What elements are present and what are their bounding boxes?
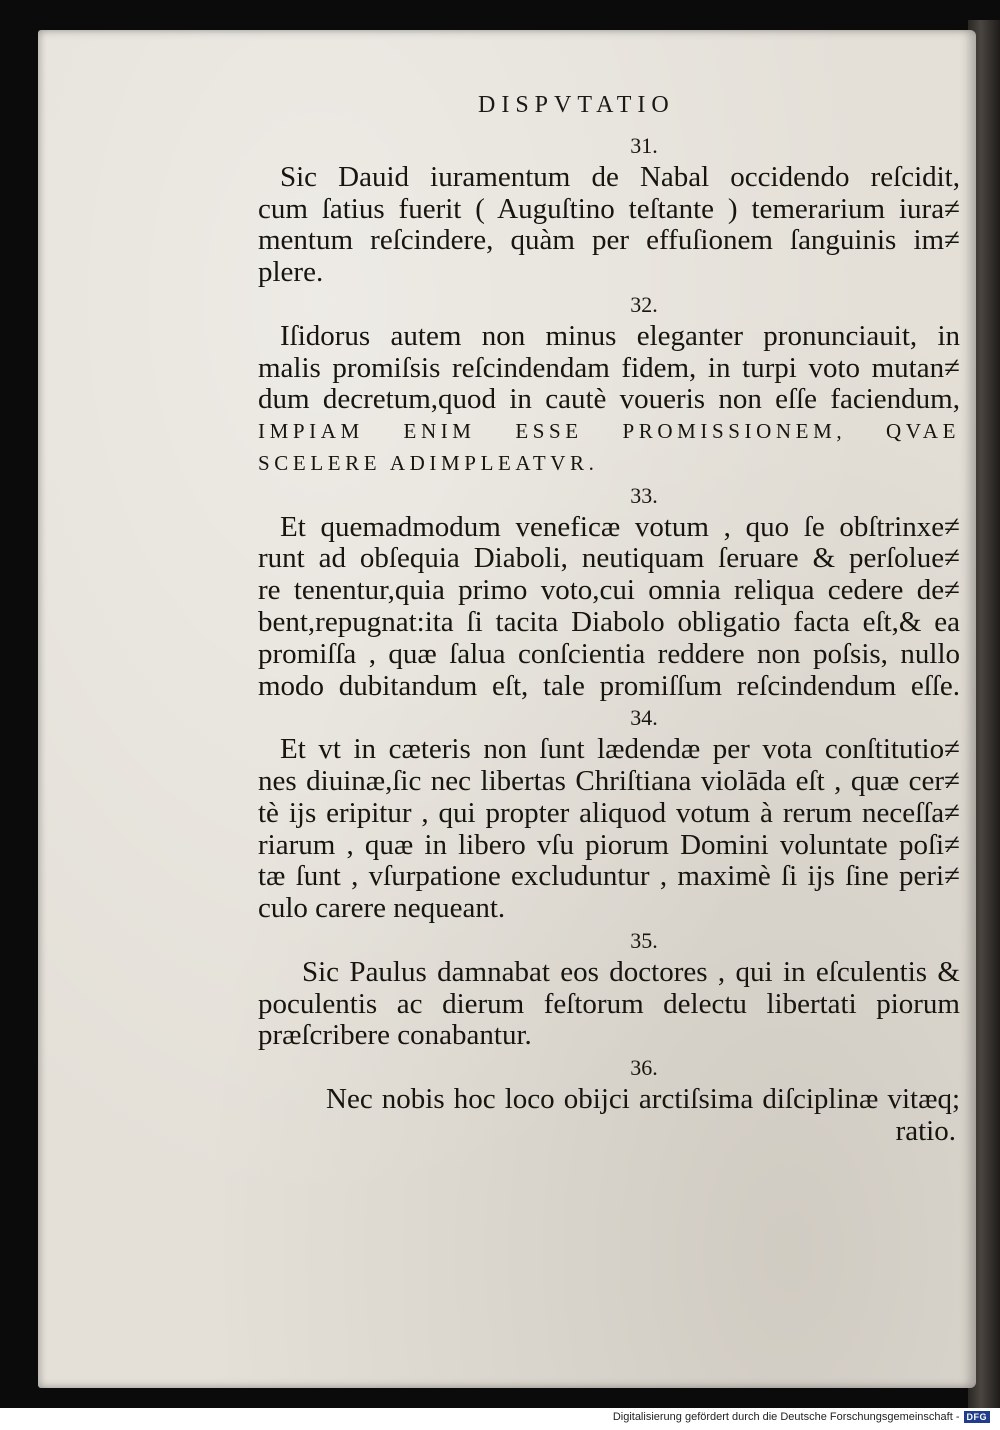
text-line: tæ ſunt , vſurpatione excluduntur , maximè ſi ijs ſine peri≠	[258, 860, 960, 893]
text-line: poculentis ac dierum feſtorum delectu libertati piorum	[258, 987, 960, 1020]
text-line: modo dubitandum eſt, tale promiſſum reſcindendum eſſe.	[258, 669, 960, 702]
page-text	[258, 130, 960, 1148]
paragraph-36	[258, 1084, 960, 1116]
text-line: dum decretum,quod in cautè voueris non eſſe faciendum,	[258, 383, 960, 416]
text-line: bent,repugnat:ita ſi tacita Diabolo obligatio facta eſt,& ea	[258, 605, 960, 638]
text-line: Iſidorus autem non minus eleganter pronunciauit, in	[280, 319, 960, 352]
paragraph-33	[258, 512, 960, 703]
text-line: præſcribere conabantur.	[258, 1019, 532, 1052]
text-line: cum ſatius fuerit ( Auguſtino teſtante ) temerarium iura≠	[258, 192, 960, 225]
text-line: Sic Dauid iuramentum de Nabal occidendo reſcidit,	[280, 160, 960, 193]
running-head: DISPVTATIO	[478, 92, 675, 118]
section-number-32: 32.	[630, 291, 658, 317]
paragraph-31	[258, 162, 960, 289]
text-line: Et quemadmodum veneficæ votum , quo ſe obſtrinxe≠	[280, 510, 960, 543]
text-line: re tenentur,quia primo voto,cui omnia reliqua cedere de≠	[258, 574, 960, 607]
text-line: malis promiſsis reſcindendam fidem, in turpi voto mutan≠	[258, 351, 960, 384]
section-number-31: 31.	[630, 133, 658, 158]
footer-text: Digitalisierung gefördert durch die Deutsche Forschungsgemeinschaft -	[612, 1411, 960, 1423]
section-number-35: 35.	[630, 927, 658, 953]
text-line: Nec nobis hoc loco obijci arctiſsima diſciplinæ vitæq;	[326, 1082, 960, 1115]
text-line: culo carere nequeant.	[258, 892, 506, 925]
section-number-36: 36.	[630, 1055, 658, 1081]
text-line: nes diuinæ,ſic nec libertas Chriſtiana violāda eſt , quæ cer≠	[258, 764, 960, 797]
text-line: tè ijs eripitur , qui propter aliquod votum à rerum neceſſa≠	[258, 796, 960, 829]
dfg-logo: DFG	[964, 1411, 991, 1423]
text-line: runt ad obſequia Diaboli, neutiquam ſeruare & perſolue≠	[258, 542, 960, 575]
paragraph-32	[258, 321, 960, 480]
text-line: Sic Paulus damnabat eos doctores , qui in eſculentis &	[302, 955, 960, 988]
section-number-34: 34.	[630, 705, 658, 731]
paragraph-35	[258, 957, 960, 1052]
text-line: Et vt in cæteris non ſunt lædendæ per vota conſtitutio≠	[280, 733, 960, 766]
text-line-capitals: SCELERE ADIMPLEATVR.	[258, 450, 599, 475]
text-line-capitals: IMPIAM ENIM ESSE PROMISSIONEM, QVAE	[258, 419, 960, 444]
text-line: plere.	[258, 256, 324, 289]
text-line: promiſſa , quæ ſalua conſcientia reddere non poſsis, nullo	[258, 637, 960, 670]
footer-credit	[613, 1411, 990, 1423]
paragraph-34	[258, 734, 960, 925]
text-line: mentum reſcindere, quàm per effuſionem ſanguinis im≠	[258, 224, 960, 257]
section-number-33: 33.	[630, 482, 658, 508]
text-line: riarum , quæ in libero vſu piorum Domini voluntate poſi≠	[258, 828, 960, 861]
catchword: ratio.	[895, 1114, 956, 1147]
